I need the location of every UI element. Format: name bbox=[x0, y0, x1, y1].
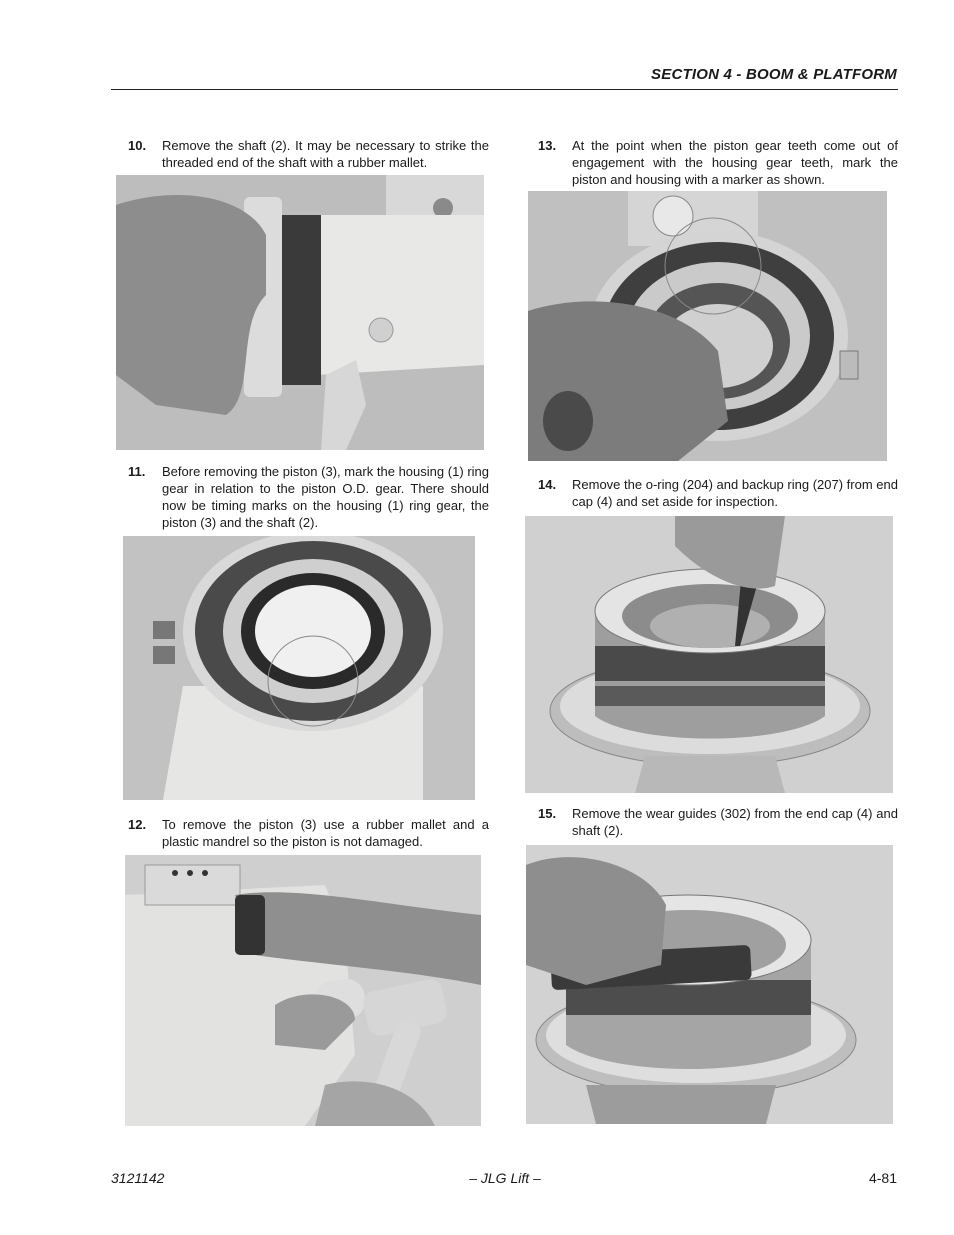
step-text: Before removing the piston (3), mark the housing (1) ring gear in relation to the piston O.D. gear. There should now be timing marks on the housing (1) ring gear, the piston (3) and the shaft (2). bbox=[162, 464, 489, 530]
step-10 bbox=[128, 137, 489, 171]
step-text: At the point when the piston gear teeth come out of engagement with the housing gear teeth, mark the piston and housing with a marker as shown. bbox=[572, 138, 898, 187]
step-number: 11. bbox=[128, 464, 146, 479]
step-13 bbox=[538, 137, 898, 188]
step-text: Remove the wear guides (302) from the end cap (4) and shaft (2). bbox=[572, 806, 898, 838]
section-title: SECTION 4 - BOOM & PLATFORM bbox=[651, 66, 897, 83]
step-number: 10. bbox=[128, 138, 147, 153]
photo-remove-o-ring bbox=[525, 516, 893, 793]
photo-remove-shaft bbox=[116, 175, 484, 450]
step-number: 15. bbox=[538, 806, 557, 821]
step-text: Remove the shaft (2). It may be necessary to strike the threaded end of the shaft with a rubber mallet. bbox=[162, 138, 489, 170]
photo-mark-ring-gear bbox=[123, 536, 475, 800]
photo-mark-piston-housing bbox=[528, 191, 887, 461]
step-11 bbox=[128, 463, 489, 531]
footer-page-number: 4-81 bbox=[868, 1170, 897, 1186]
step-number: 13. bbox=[538, 138, 557, 153]
step-text: Remove the o-ring (204) and backup ring (207) from end cap (4) and set aside for inspection. bbox=[572, 477, 898, 509]
step-14 bbox=[538, 476, 898, 510]
step-15 bbox=[538, 805, 898, 839]
step-number: 12. bbox=[128, 817, 147, 832]
footer-center-text: – JLG Lift – bbox=[469, 1170, 541, 1186]
photo-remove-wear-guides bbox=[526, 845, 893, 1124]
step-12 bbox=[128, 816, 489, 850]
photo-remove-piston bbox=[125, 855, 481, 1126]
header-divider bbox=[111, 89, 898, 90]
footer-doc-number: 3121142 bbox=[111, 1170, 165, 1186]
step-number: 14. bbox=[538, 477, 557, 492]
step-text: To remove the piston (3) use a rubber mallet and a plastic mandrel so the piston is not damaged. bbox=[162, 817, 489, 849]
